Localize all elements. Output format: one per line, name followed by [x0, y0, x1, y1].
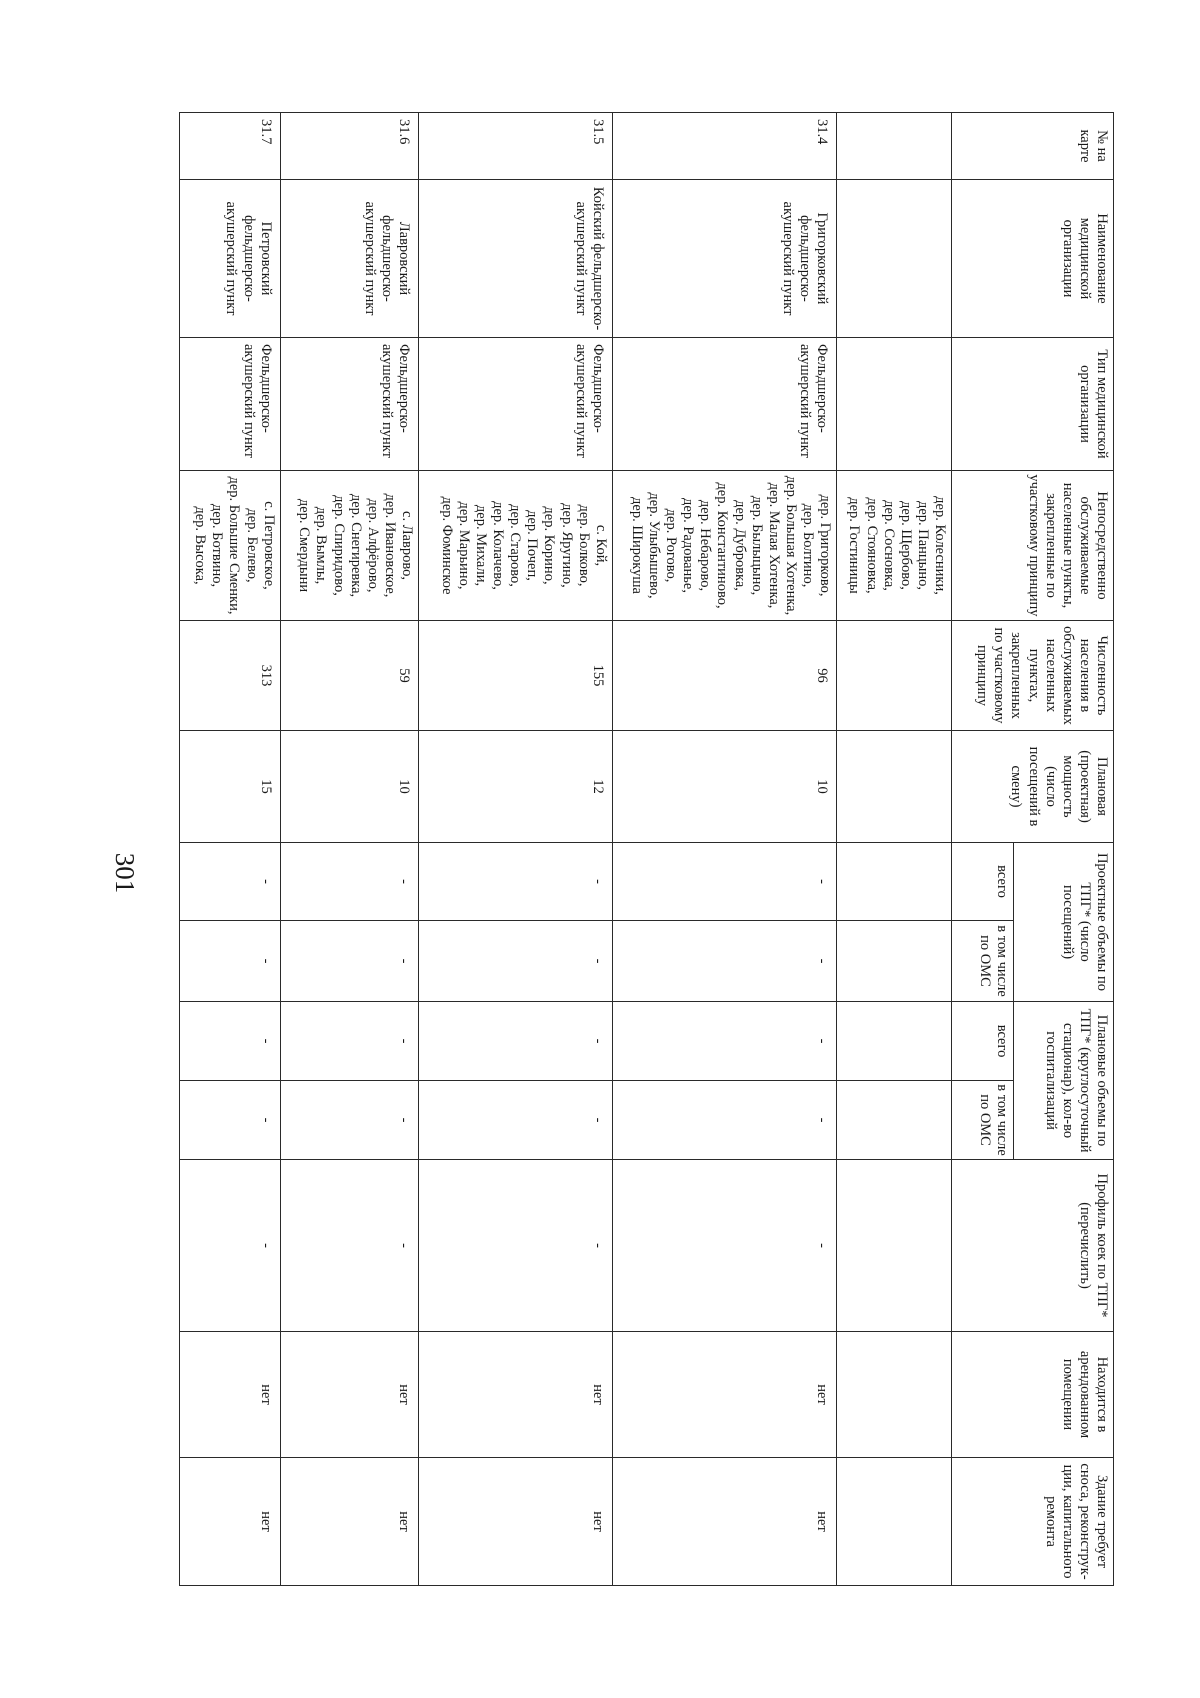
- cell-type: Фельдшерско-акушерский пункт: [180, 338, 281, 471]
- header-visits-total: всего: [952, 843, 1014, 921]
- cell-visits-total: [837, 843, 952, 921]
- cell-hosp-oms: -: [612, 1081, 836, 1160]
- header-rented: Находится в арендованном помещении: [952, 1332, 1114, 1458]
- cell-hosp-total: -: [180, 1002, 281, 1081]
- table-row: [180, 113, 281, 1586]
- cell-repair: нет: [418, 1458, 612, 1586]
- cell-visits-total: -: [180, 843, 281, 921]
- header-type: Тип медицинской организации: [952, 338, 1114, 471]
- cell-settlements: с. Лаврово, дер. Ивановское, дер. Алфёрово, дер. Снегиревка, дер. Спиридово, дер. Вымлы, дер. Смердыни: [280, 471, 418, 621]
- cell-num: [837, 113, 952, 180]
- cell-repair: нет: [180, 1458, 281, 1586]
- cell-rented: нет: [612, 1332, 836, 1458]
- header-visits-oms: в том числе по ОМС: [952, 921, 1014, 1002]
- cell-num: 31.6: [280, 113, 418, 180]
- cell-beds: -: [280, 1160, 418, 1332]
- cell-capacity: 10: [612, 731, 836, 843]
- cell-capacity: 10: [280, 731, 418, 843]
- cell-visits-oms: [837, 921, 952, 1002]
- cell-capacity: 15: [180, 731, 281, 843]
- cell-capacity: 12: [418, 731, 612, 843]
- header-name: Наименование медицинской организации: [952, 180, 1114, 338]
- document-table-frame: [179, 112, 1114, 1585]
- cell-visits-total: -: [280, 843, 418, 921]
- table-header: [952, 113, 1114, 1586]
- cell-hosp-oms: [837, 1081, 952, 1160]
- cell-visits-oms: -: [612, 921, 836, 1002]
- table-row: [418, 113, 612, 1586]
- cell-hosp-oms: -: [418, 1081, 612, 1160]
- cell-hosp-total: -: [280, 1002, 418, 1081]
- cell-visits-oms: -: [280, 921, 418, 1002]
- table-row-continuation: [837, 113, 952, 1586]
- cell-type: Фельдшерско-акушерский пункт: [418, 338, 612, 471]
- cell-num: 31.5: [418, 113, 612, 180]
- table-row: [280, 113, 418, 1586]
- cell-population: [837, 621, 952, 731]
- cell-beds: -: [612, 1160, 836, 1332]
- cell-settlements: с. Кой, дер. Болково, дер. Яругино, дер. Корино, дер. Почеп, дер. Старово, дер. Колачево, дер. Михали, дер. Марьино, дер. Фоминское: [418, 471, 612, 621]
- cell-beds: -: [418, 1160, 612, 1332]
- cell-name: [837, 180, 952, 338]
- cell-visits-total: -: [418, 843, 612, 921]
- cell-population: 96: [612, 621, 836, 731]
- cell-rented: нет: [280, 1332, 418, 1458]
- cell-population: 59: [280, 621, 418, 731]
- cell-name: Койский фельдшерско-акушерский пункт: [418, 180, 612, 338]
- cell-repair: нет: [612, 1458, 836, 1586]
- cell-hosp-total: -: [612, 1002, 836, 1081]
- cell-name: Петровский фельдшерско-акушерский пункт: [180, 180, 281, 338]
- cell-settlements: дер. Григорково, дер. Болтино, дер. Большая Хотенка, дер. Малая Хотенка, дер. Былыцыно, дер. Дубровка, дер. Константиново, дер. Небарово, дер. Радованье, дер. Рогово, дер. Улыбышево, дер. Широкуша: [612, 471, 836, 621]
- cell-capacity: [837, 731, 952, 843]
- cell-rented: [837, 1332, 952, 1458]
- cell-hosp-total: [837, 1002, 952, 1081]
- header-capacity: Плановая (проектная) мощность (число посещений в смену): [952, 731, 1114, 843]
- header-visits: Проектные объемы по ТПГ* (число посещений): [1014, 843, 1114, 1002]
- cell-population: 155: [418, 621, 612, 731]
- cell-visits-oms: -: [180, 921, 281, 1002]
- header-hosp-total: всего: [952, 1002, 1014, 1081]
- cell-num: 31.4: [612, 113, 836, 180]
- table-row: [612, 113, 836, 1586]
- header-settlements: Непосредственно обслуживаемые населенные пункты, закрепленные по участковому принципу: [952, 471, 1114, 621]
- cell-rented: нет: [180, 1332, 281, 1458]
- cell-name: Григорковский фельдшерско-акушерский пункт: [612, 180, 836, 338]
- cell-rented: нет: [418, 1332, 612, 1458]
- header-num: № на карте: [952, 113, 1114, 180]
- header-hosp: Плановые объемы по ТПГ* (круглосуточный стационар), кол-во госпитализаций: [1014, 1002, 1114, 1160]
- page-number: 301: [110, 852, 140, 894]
- cell-hosp-oms: -: [180, 1081, 281, 1160]
- header-repair: Здание требует сноса, реконструк-ции, капитального ремонта: [952, 1458, 1114, 1586]
- facilities-table: [179, 112, 1114, 1586]
- cell-settlements: дер. Колесники, дер. Панцыно, дер. Щербово, дер. Сосновка, дер. Стояновка, дер. Гостиницы: [837, 471, 952, 621]
- cell-type: [837, 338, 952, 471]
- cell-type: Фельдшерско-акушерский пункт: [280, 338, 418, 471]
- cell-name: Лавровский фельдшерско-акушерский пункт: [280, 180, 418, 338]
- header-beds: Профиль коек по ТПГ* (перечислить): [952, 1160, 1114, 1332]
- cell-repair: [837, 1458, 952, 1586]
- cell-visits-total: -: [612, 843, 836, 921]
- cell-visits-oms: -: [418, 921, 612, 1002]
- cell-beds: [837, 1160, 952, 1332]
- cell-hosp-total: -: [418, 1002, 612, 1081]
- cell-beds: -: [180, 1160, 281, 1332]
- header-hosp-oms: в том числе по ОМС: [952, 1081, 1014, 1160]
- cell-type: Фельдшерско-акушерский пункт: [612, 338, 836, 471]
- header-population: Численность населения в обслуживаемых населенных пунктах, закрепленных по участковому принципу: [952, 621, 1114, 731]
- cell-hosp-oms: -: [280, 1081, 418, 1160]
- cell-population: 313: [180, 621, 281, 731]
- cell-num: 31.7: [180, 113, 281, 180]
- cell-settlements: с. Петровское, дер. Белево, дер. Большие Сменки, дер. Ботвино, дер. Высока,: [180, 471, 281, 621]
- cell-repair: нет: [280, 1458, 418, 1586]
